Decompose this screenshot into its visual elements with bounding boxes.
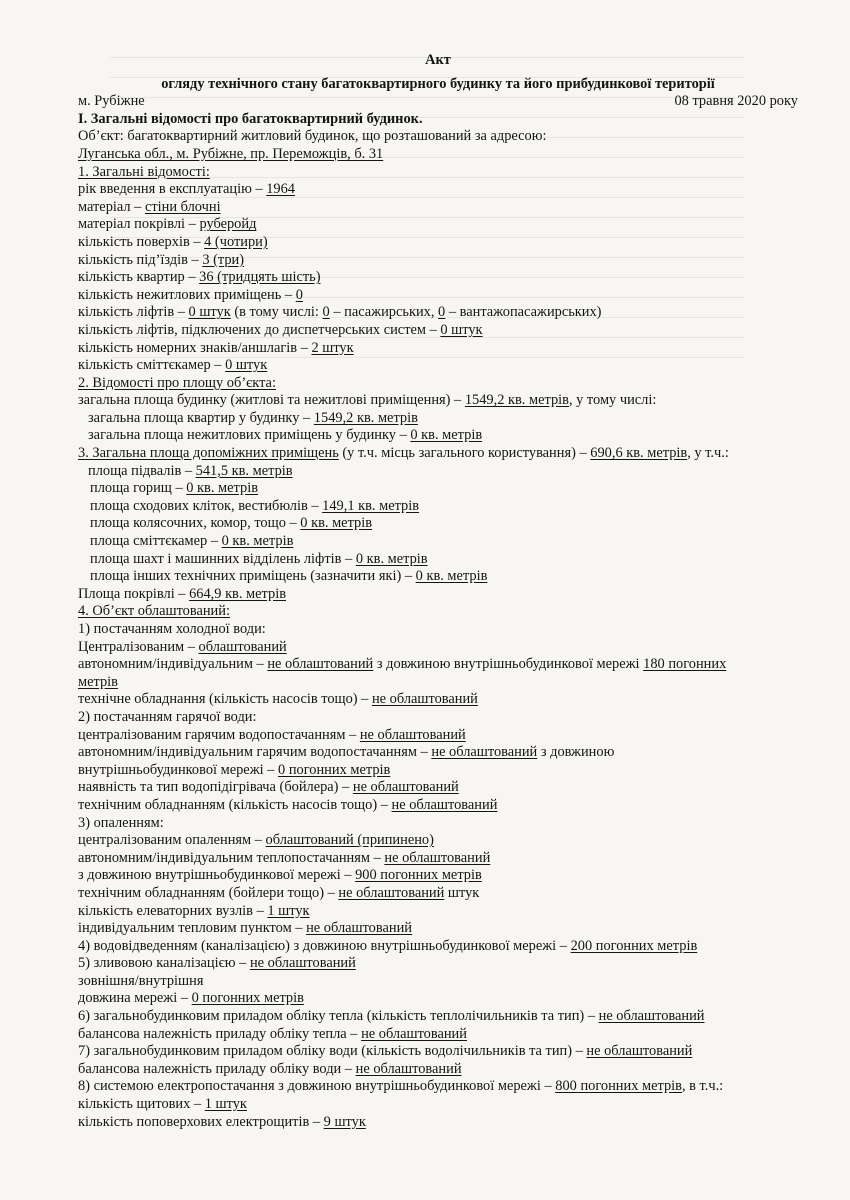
hot-length-line: внутрішньобудинкової мережі – 0 погонних метрів bbox=[78, 761, 391, 778]
basement-line: площа підвалів – 541,5 кв. метрів bbox=[88, 462, 293, 479]
storm-type-line: зовнішня/внутрішня bbox=[78, 972, 204, 989]
elevator-line: кількість елеваторних вузлів – 1 штук bbox=[78, 902, 310, 919]
nonresidential-count-line: кількість нежитлових приміщень – 0 bbox=[78, 286, 303, 303]
hot-water-heading: 2) постачанням гарячої води: bbox=[78, 708, 257, 725]
wall-line: матеріал – стіни блочні bbox=[78, 198, 221, 215]
floor-boards-line: кількість поповерхових електрощитів – 9 штук bbox=[78, 1113, 366, 1130]
place-date-row bbox=[78, 93, 798, 111]
heating-heading: 3) опаленням: bbox=[78, 814, 164, 831]
shaft-line: площа шахт і машинних відділень ліфтів – 0 кв. метрів bbox=[90, 550, 428, 567]
utilities-heading: 4. Об’єкт облаштований: bbox=[78, 603, 230, 620]
stairs-line: площа сходових кліток, вестибюлів – 149,1 кв. метрів bbox=[90, 497, 420, 514]
document-page bbox=[78, 52, 798, 1131]
document-title: Акт bbox=[425, 52, 451, 68]
address: Луганська обл., м. Рубіжне, пр. Переможців, б. 31 bbox=[78, 145, 384, 162]
aux-heading: 3. Загальна площа допоміжних приміщень (у т.ч. місць загального користування) – 690,6 кв. метрів, у т.ч.: bbox=[78, 445, 729, 462]
year-line: рік введення в експлуатацію – 1964 bbox=[78, 181, 295, 198]
cold-equipment-line: технічне обладнання (кількість насосів тощо) – не облаштований bbox=[78, 691, 478, 708]
hot-central-line: централізованим гарячим водопостачанням – не облаштований bbox=[78, 726, 466, 743]
other-tech-line: площа інших технічних приміщень (зазначити які) – 0 кв. метрів bbox=[90, 568, 488, 585]
entrances-line: кількість під’їздів – 3 (три) bbox=[78, 251, 245, 268]
cold-central-line: Централізованим – облаштований bbox=[78, 638, 287, 655]
object-line: Об’єкт: багатоквартирний житловий будинок, що розташований за адресою: bbox=[78, 128, 547, 145]
power-line: 8) системою електропостачання з довжиною внутрішньобудинкової мережі – 800 погонних метрів, в т.ч.: bbox=[78, 1078, 724, 1095]
document-subtitle: огляду технічного стану багатоквартирного будинку та його прибудинкової території bbox=[161, 75, 715, 92]
hot-equipment-line: технічним обладнанням (кількість насосів тощо) – не облаштований bbox=[78, 796, 498, 813]
apartment-area-line: загальна площа квартир у будинку – 1549,2 кв. метрів bbox=[88, 409, 418, 426]
water-meter-line: 7) загальнобудинковим приладом обліку води (кількість водолічильників та тип) – не облаштований bbox=[78, 1043, 693, 1060]
area-heading: 2. Відомості про площу об’єкта: bbox=[78, 374, 276, 391]
section-1-heading: І. Загальні відомості про багатоквартирний будинок. bbox=[78, 110, 423, 127]
heat-meter-line: 6) загальнобудинковим приладом обліку тепла (кількість теплолічильників та тип) – не облаштований bbox=[78, 1008, 705, 1025]
chute-area-line: площа сміттєкамер – 0 кв. метрів bbox=[90, 533, 294, 550]
heat-auto-line: автономним/індивідуальним теплопостачанням – не облаштований bbox=[78, 849, 491, 866]
date: 08 травня 2020 року bbox=[674, 93, 798, 110]
address-line bbox=[78, 146, 798, 164]
floors-line: кількість поверхів – 4 (чотири) bbox=[78, 233, 268, 250]
general-heading: 1. Загальні відомості: bbox=[78, 163, 210, 180]
stroller-line: площа колясочних, комор, тощо – 0 кв. метрів bbox=[90, 515, 373, 532]
roof-area-line: Площа покрівлі – 664,9 кв. метрів bbox=[78, 585, 286, 602]
city: м. Рубіжне bbox=[78, 93, 145, 110]
cold-water-heading: 1) постачанням холодної води: bbox=[78, 621, 266, 637]
nonresidential-area-line: загальна площа нежитлових приміщень у будинку – 0 кв. метрів bbox=[88, 427, 483, 444]
water-meter-owner-line: балансова належність приладу обліку води – не облаштований bbox=[78, 1060, 462, 1077]
chutes-line: кількість сміттєкамер – 0 штук bbox=[78, 357, 268, 374]
storm-line: 5) зливовою каналізацією – не облаштований bbox=[78, 955, 356, 972]
dispatch-line: кількість ліфтів, підключених до диспетчерських систем – 0 штук bbox=[78, 321, 483, 338]
heat-equipment-line: технічним обладнанням (бойлери тощо) – не облаштований штук bbox=[78, 884, 480, 901]
storm-length-line: довжина мережі – 0 погонних метрів bbox=[78, 990, 304, 1007]
roof-material-line: матеріал покрівлі – руберойд bbox=[78, 216, 257, 233]
heat-central-line: централізованим опаленням – облаштований (припинено) bbox=[78, 832, 434, 849]
hot-auto-line: автономним/індивідуальним гарячим водопостачанням – не облаштований з довжиною bbox=[78, 744, 615, 761]
heat-length-line: з довжиною внутрішньобудинкової мережі – 900 погонних метрів bbox=[78, 867, 482, 884]
heat-meter-owner-line: балансова належність приладу обліку тепла – не облаштований bbox=[78, 1025, 467, 1042]
sewer-line: 4) водовідведенням (каналізацією) з довжиною внутрішньобудинкової мережі – 200 погонних метрів bbox=[78, 937, 698, 954]
boards-line: кількість щитових – 1 штук bbox=[78, 1096, 247, 1113]
lifts-line: кількість ліфтів – 0 штук (в тому числі: 0 – пасажирських, 0 – вантажопасажирських) bbox=[78, 304, 602, 321]
apartments-line: кількість квартир – 36 (тридцять шість) bbox=[78, 269, 321, 286]
boiler-line: наявність та тип водопідігрівача (бойлера) – не облаштований bbox=[78, 779, 459, 796]
signs-line: кількість номерних знаків/аншлагів – 2 штук bbox=[78, 339, 354, 356]
total-area-line: загальна площа будинку (житлові та нежитлові приміщення) – 1549,2 кв. метрів, у тому числі: bbox=[78, 392, 657, 409]
itp-line: індивідуальним тепловим пунктом – не облаштований bbox=[78, 920, 412, 937]
attic-line: площа горищ – 0 кв. метрів bbox=[90, 480, 258, 497]
cold-auto-line: автономним/індивідуальним – не облаштований з довжиною внутрішньобудинкової мережі 180 погонних метрів bbox=[78, 656, 727, 690]
